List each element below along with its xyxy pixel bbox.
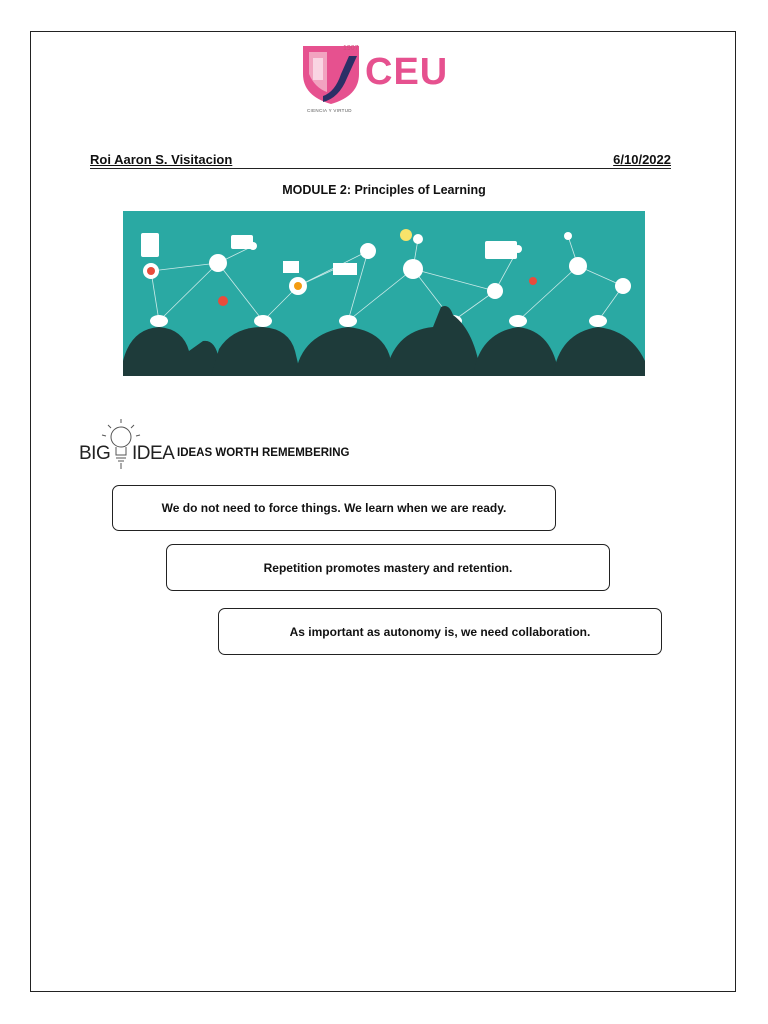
ceu-shield-icon (301, 44, 361, 106)
idea-box: As important as autonomy is, we need collaboration. (218, 608, 662, 655)
module-title: MODULE 2: Principles of Learning (282, 183, 486, 197)
big-label: BIG (79, 443, 111, 464)
logo-motto: CIENCIA Y VIRTUD (307, 108, 352, 113)
idea-box: We do not need to force things. We learn when we are ready. (112, 485, 556, 531)
ideas-heading: IDEAS WORTH REMEMBERING (177, 447, 350, 459)
document-header (90, 152, 671, 169)
author-name: Roi Aaron S. Visitacion (90, 152, 233, 167)
logo-year: 1907 (343, 45, 359, 52)
idea-box: Repetition promotes mastery and retention. (166, 544, 610, 591)
logo-wordmark: CEU (365, 51, 449, 93)
ceu-logo (301, 44, 471, 116)
idea-label: IDEA (132, 443, 175, 464)
big-idea-logo (78, 413, 178, 471)
document-date: 6/10/2022 (613, 152, 671, 167)
learning-network-illustration (123, 211, 645, 376)
